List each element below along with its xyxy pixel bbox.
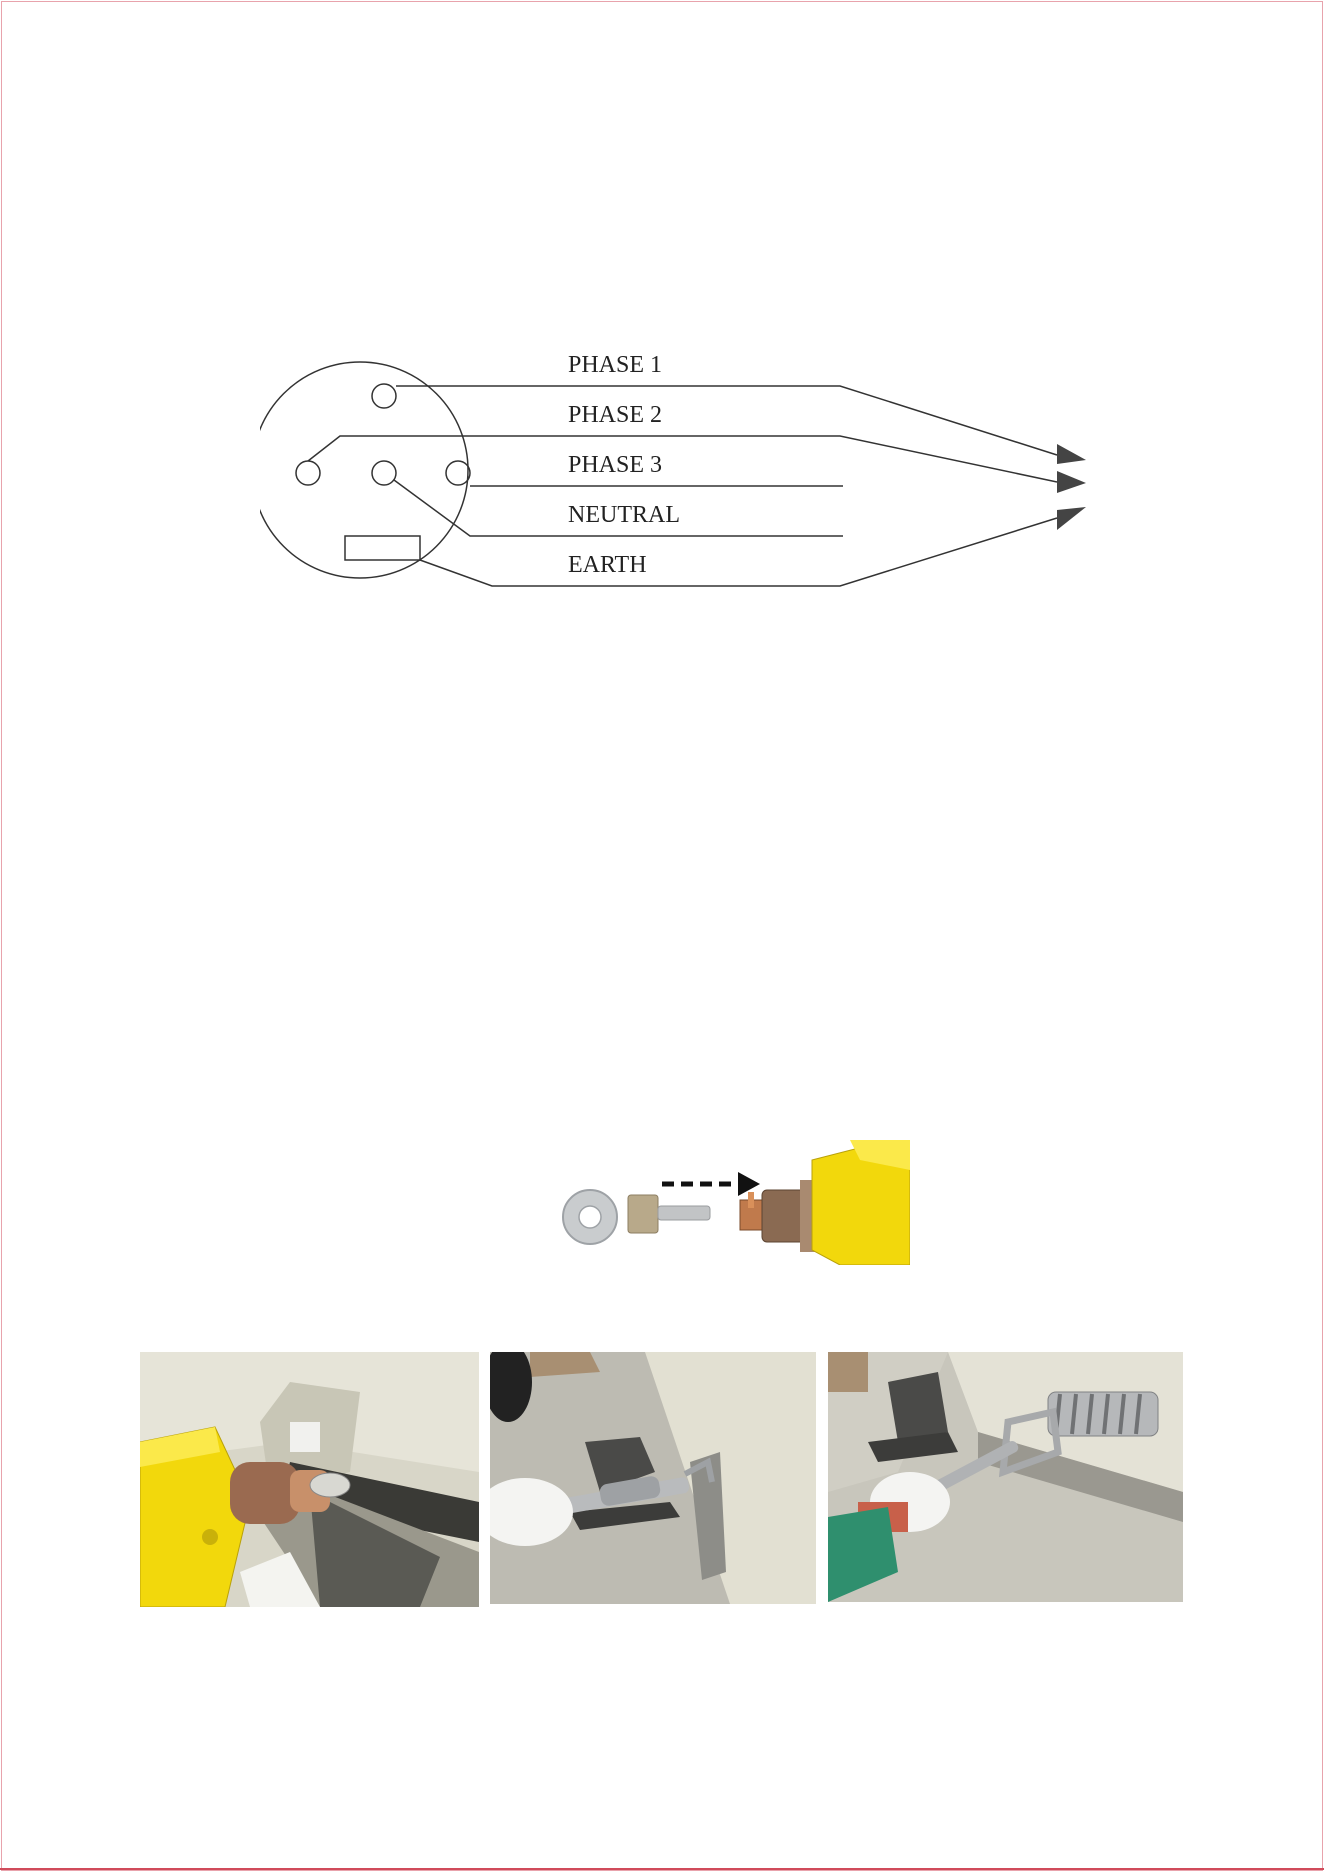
label-neutral: NEUTRAL <box>568 502 680 528</box>
wire-earth <box>420 518 1057 586</box>
pin-earth <box>345 536 420 560</box>
label-phase-1: PHASE 1 <box>568 352 663 378</box>
arrow-icon <box>1057 507 1086 530</box>
pin-phase-2 <box>296 461 320 485</box>
multi-hook-puller-photo <box>828 1352 1183 1602</box>
label-earth: EARTH <box>568 552 647 578</box>
welding-stud-photo <box>140 1352 479 1607</box>
washer-image <box>563 1190 617 1244</box>
pin-phase-1 <box>372 384 396 408</box>
plug-wiring-diagram <box>260 340 1100 610</box>
label-phase-2: PHASE 2 <box>568 402 663 428</box>
plug-outline <box>260 362 468 578</box>
wire-phase-1 <box>396 386 1057 455</box>
arrow-icon <box>1057 471 1086 493</box>
pin-neutral <box>372 461 396 485</box>
arrow-icon <box>1057 444 1086 464</box>
electrode-attachment-photo <box>550 1140 910 1265</box>
wire-phase-2 <box>308 436 1057 482</box>
label-phase-3: PHASE 3 <box>568 452 663 478</box>
puller-hook-photo <box>490 1352 816 1604</box>
pin-phase-3 <box>446 461 470 485</box>
bottom-rule <box>0 1868 1324 1870</box>
